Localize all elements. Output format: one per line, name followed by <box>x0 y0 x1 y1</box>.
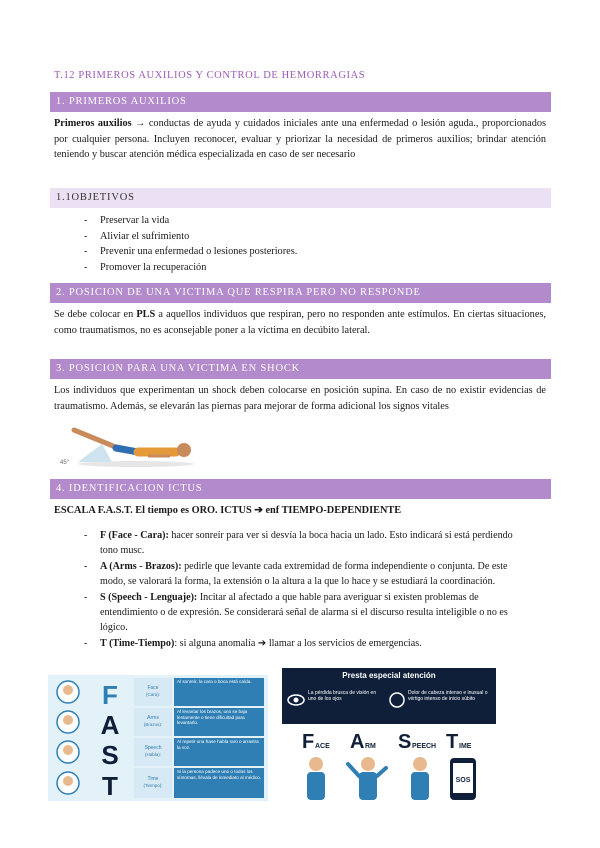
svg-text:S: S <box>398 731 412 753</box>
term-primeros-auxilios: Primeros auxilios <box>54 118 132 129</box>
fast-infographic <box>48 675 268 801</box>
shock-position-illustration <box>58 418 198 470</box>
fast-desc-arms: Al levantar los brazos, uno se baja lentamente o tiene dificultad para levantarlo. <box>177 709 248 726</box>
list-item-time <box>84 636 524 651</box>
item-text: hacer sonreír para ver si desvía la boca hacia un lado. Esto indicará si está perdiendo tono musc. <box>100 530 513 556</box>
list-item: - Aliviar el sufrimiento <box>84 229 297 245</box>
item-text: : si alguna anomalía ➔ llamar a los servicios de emergencias. <box>174 638 422 649</box>
svg-text:Speech: Speech <box>144 745 162 751</box>
text: a aquellos individuos que respiran, pero no responden ante estímulos. En ciertas situaciones, como traumatismos, no es aconsejable poner a la víctima en decúbito lateral. <box>54 309 546 336</box>
item-text: pedirle que levante cada extremidad de forma independiente o conjunta. De este modo, se valorará la forma, la extensión o la altura a la que lo hace y se estudiará la coordinación. <box>100 561 508 587</box>
item-term: F (Face - Cara): <box>100 530 169 541</box>
svg-text:IME: IME <box>459 743 472 750</box>
section-heading-primeros-auxilios: 1. PRIMEROS AUXILIOS <box>50 92 551 112</box>
attention-left-text: La pérdida brusca de visión en uno de los ojos <box>308 690 377 702</box>
attention-right-text: Dolor de cabeza intenso e inusual o vértigo intenso de inicio súbito <box>408 690 488 702</box>
arrow: → <box>131 118 149 129</box>
fast-desc-speech: Al repetir una frase habla raro o arrastra la voz. <box>177 739 259 750</box>
svg-text:F: F <box>302 731 315 753</box>
svg-text:Time: Time <box>147 776 159 782</box>
svg-text:T: T <box>446 731 459 753</box>
text: Se debe colocar en <box>54 309 137 320</box>
document-title: T.12 PRIMEROS AUXILIOS Y CONTROL DE HEMORRAGIAS <box>54 70 366 81</box>
paragraph-body: , proporcionados por cualquier persona. Incluyen reconocer, evaluar y priorizar la necesidad de primeros auxilios; brindar atención teniendo y buscar atención médica especializada en caso de ser necesario <box>54 118 547 160</box>
term-pls: PLS <box>136 309 156 320</box>
svg-text:S: S <box>101 740 119 770</box>
svg-text:(Cara):: (Cara): <box>145 692 161 697</box>
list-item: - Preservar la vida <box>84 213 297 229</box>
svg-text:PEECH: PEECH <box>412 743 437 750</box>
svg-text:A: A <box>100 710 120 740</box>
item-term: T (Time-Tiempo) <box>100 638 175 649</box>
list-item-face <box>84 528 524 558</box>
svg-text:Face: Face <box>147 685 159 691</box>
fast-list <box>84 528 524 652</box>
item-term: S (Speech - Lenguaje): <box>100 592 198 603</box>
list-item: - Prevenir una enfermedad o lesiones posteriores. <box>84 244 297 260</box>
section-heading-shock: 3. POSICION PARA UNA VICTIMA EN SHOCK <box>50 359 551 379</box>
paragraph-shock: Los individuos que experimentan un shock deben colocarse en posición supina. En caso de no existir evidencias de traumatismo. Además, se elevarán las piernas para mejorar de forma adicional los signos vitales <box>54 385 546 412</box>
svg-text:(Brazos):: (Brazos): <box>143 722 163 727</box>
svg-text:(Habla):: (Habla): <box>144 752 162 757</box>
svg-text:T: T <box>102 771 118 801</box>
fast-desc-face: Al sonreír, la cara o boca está caída. <box>177 679 252 684</box>
definition: conductas de ayuda y cuidados iniciales ante una enfermedad o lesión aguda. <box>148 118 476 129</box>
section-heading-ictus: 4. IDENTIFICACION ICTUS <box>50 479 551 499</box>
section-heading-pls: 2. POSICION DE UNA VICTIMA QUE RESPIRA PERO NO RESPONDE <box>50 283 551 303</box>
fast-scale-line: ESCALA F.A.S.T. El tiempo es ORO. ICTUS ➔ enf TIEMPO-DEPENDIENTE <box>54 505 402 516</box>
svg-text:Arms: Arms <box>147 715 159 721</box>
svg-text:RM: RM <box>365 743 376 750</box>
objectives-list <box>84 213 297 275</box>
fast-desc-time: Si la persona padece uno o todos los síntomas, llévala de inmediato al médico. <box>177 769 262 780</box>
svg-text:(Tiempo):: (Tiempo): <box>143 783 163 788</box>
item-text: Incitar al afectado a que hable para averiguar si existen problemas de entendimiento o de expresión. Se considerará señal de alarma si el discurso resulta inteligible o no es lógico. <box>100 592 508 633</box>
sos-label: SOS <box>455 777 471 784</box>
list-item-speech <box>84 590 524 635</box>
attention-title: Presta especial atención <box>342 671 436 680</box>
attention-infographic <box>282 668 496 802</box>
svg-text:ACE: ACE <box>315 743 330 750</box>
paragraph-primeros-auxilios <box>54 116 546 163</box>
item-term: A (Arms - Brazos): <box>100 561 182 572</box>
svg-text:F: F <box>102 680 118 710</box>
list-item: - Promover la recuperación <box>84 260 297 276</box>
angle-label: 45° <box>60 460 70 466</box>
paragraph-pls <box>54 307 546 338</box>
list-item-arms <box>84 559 524 589</box>
svg-text:A: A <box>350 731 365 753</box>
section-heading-objetivos: 1.1OBJETIVOS <box>50 188 551 208</box>
